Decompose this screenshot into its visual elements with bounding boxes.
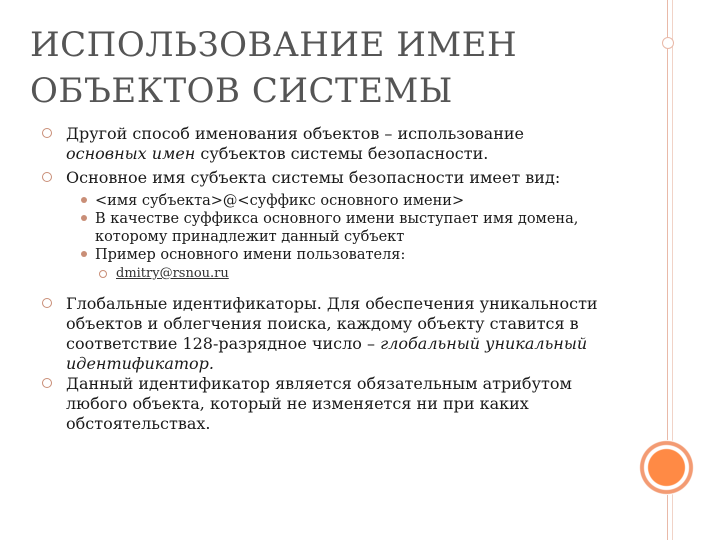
- bullet-circle-icon: [42, 172, 52, 182]
- slide-title: [30, 22, 650, 114]
- bullet-3-italic: глобальный уникальный идентификатор.: [66, 334, 588, 373]
- sub-bullet-item-3: [81, 246, 632, 264]
- sub-bullet-dot-icon: [81, 197, 87, 203]
- example-email-link[interactable]: dmitry@rsnou.ru: [116, 266, 229, 281]
- sub-bullet-2-text: В качестве суффикса основного имени выступает имя домена, которому принадлежит данный субъект: [95, 211, 579, 245]
- sub-bullet-3-text: Пример основного имени пользователя:: [95, 247, 406, 263]
- bullet-3-text: Глобальные идентификаторы. Для обеспечения уникальности объектов и облегчения поиска, каждому объекту ставится в соответствие 128-разрядное число –: [66, 294, 598, 353]
- bullet-1-text: Другой способ именования объектов – использование: [66, 124, 525, 143]
- slide-title-line2: ОБЪЕКТОВ СИСТЕМЫ: [30, 71, 453, 111]
- sub-bullet-dot-icon: [81, 215, 87, 221]
- bullet-4-text: Данный идентификатор является обязательным атрибутом любого объекта, который не изменяется ни при каких обстоятельствах.: [66, 374, 572, 433]
- bullet-1-italic: основных имен: [66, 144, 196, 163]
- sub-bullet-dot-icon: [81, 251, 87, 257]
- bullet-1-text-end: субъектов системы безопасности.: [195, 144, 489, 163]
- sub-bullet-item-1: [81, 192, 632, 210]
- slide-title-line1: ИСПОЛЬЗОВАНИЕ ИМЕН: [30, 25, 518, 65]
- sub-bullet-1-text: <имя субъекта>@<суффикс основного имени>: [95, 193, 465, 209]
- sub-sub-bullet-circle-icon: [99, 270, 107, 278]
- bullet-item-2: [42, 168, 632, 188]
- decorative-circle-bottom: [639, 440, 694, 495]
- bullet-circle-icon: [42, 128, 52, 138]
- bullet-2-text: Основное имя субъекта системы безопасности имеет вид:: [66, 168, 561, 187]
- bullet-item-4: [42, 374, 632, 434]
- decorative-circle-top: [662, 37, 674, 49]
- example-item: [99, 266, 632, 282]
- bullet-item-1: [42, 124, 632, 164]
- bullet-circle-icon: [42, 378, 52, 388]
- sub-bullet-item-2: [81, 210, 632, 246]
- bullet-circle-icon: [42, 298, 52, 308]
- bullet-item-3: [42, 294, 632, 374]
- slide-content: [42, 124, 632, 434]
